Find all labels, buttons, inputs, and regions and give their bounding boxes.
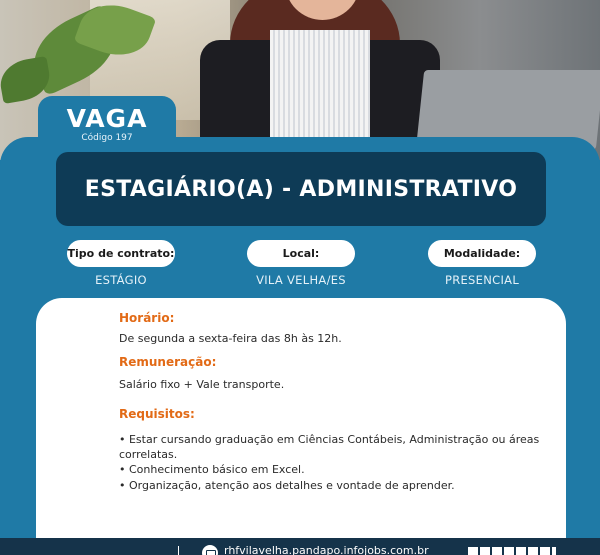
footer-divider <box>178 546 179 555</box>
info-label: Modalidade: <box>428 240 536 267</box>
footer <box>0 538 600 555</box>
horario-text: De segunda a sexta-feira das 8h às 12h. <box>119 332 342 345</box>
info-label: Local: <box>247 240 355 267</box>
vaga-title: VAGA <box>66 104 148 133</box>
horario-heading: Horário: <box>119 311 175 325</box>
info-modality <box>428 240 536 287</box>
requisitos-heading: Requisitos: <box>119 407 195 421</box>
mail-icon <box>202 545 218 555</box>
info-value: PRESENCIAL <box>444 273 520 287</box>
info-location <box>247 240 355 287</box>
job-title-bar <box>56 152 546 226</box>
requisito-item: • Estar cursando graduação em Ciências Contábeis, Administração ou áreas correlatas. <box>119 433 540 461</box>
vaga-code: Código 197 <box>81 133 133 143</box>
info-value: VILA VELHA/ES <box>256 273 346 287</box>
job-title: ESTAGIÁRIO(A) - ADMINISTRATIVO <box>84 176 518 202</box>
company-logo <box>468 547 556 555</box>
requisito-item: • Conhecimento básico em Excel. <box>119 463 305 476</box>
info-label: Tipo de contrato: <box>67 240 175 267</box>
remuneracao-heading: Remuneração: <box>119 355 217 369</box>
info-contract <box>67 240 175 287</box>
vaga-tab <box>38 96 176 154</box>
details-card <box>36 298 566 555</box>
person-shirt <box>270 30 370 140</box>
remuneracao-text: Salário fixo + Vale transporte. <box>119 378 285 391</box>
requisito-item: • Organização, atenção aos detalhes e vontade de aprender. <box>119 479 455 492</box>
footer-email[interactable]: rhfvilavelha.pandapo.infojobs.com.br <box>224 544 429 555</box>
info-value: ESTÁGIO <box>95 273 147 287</box>
